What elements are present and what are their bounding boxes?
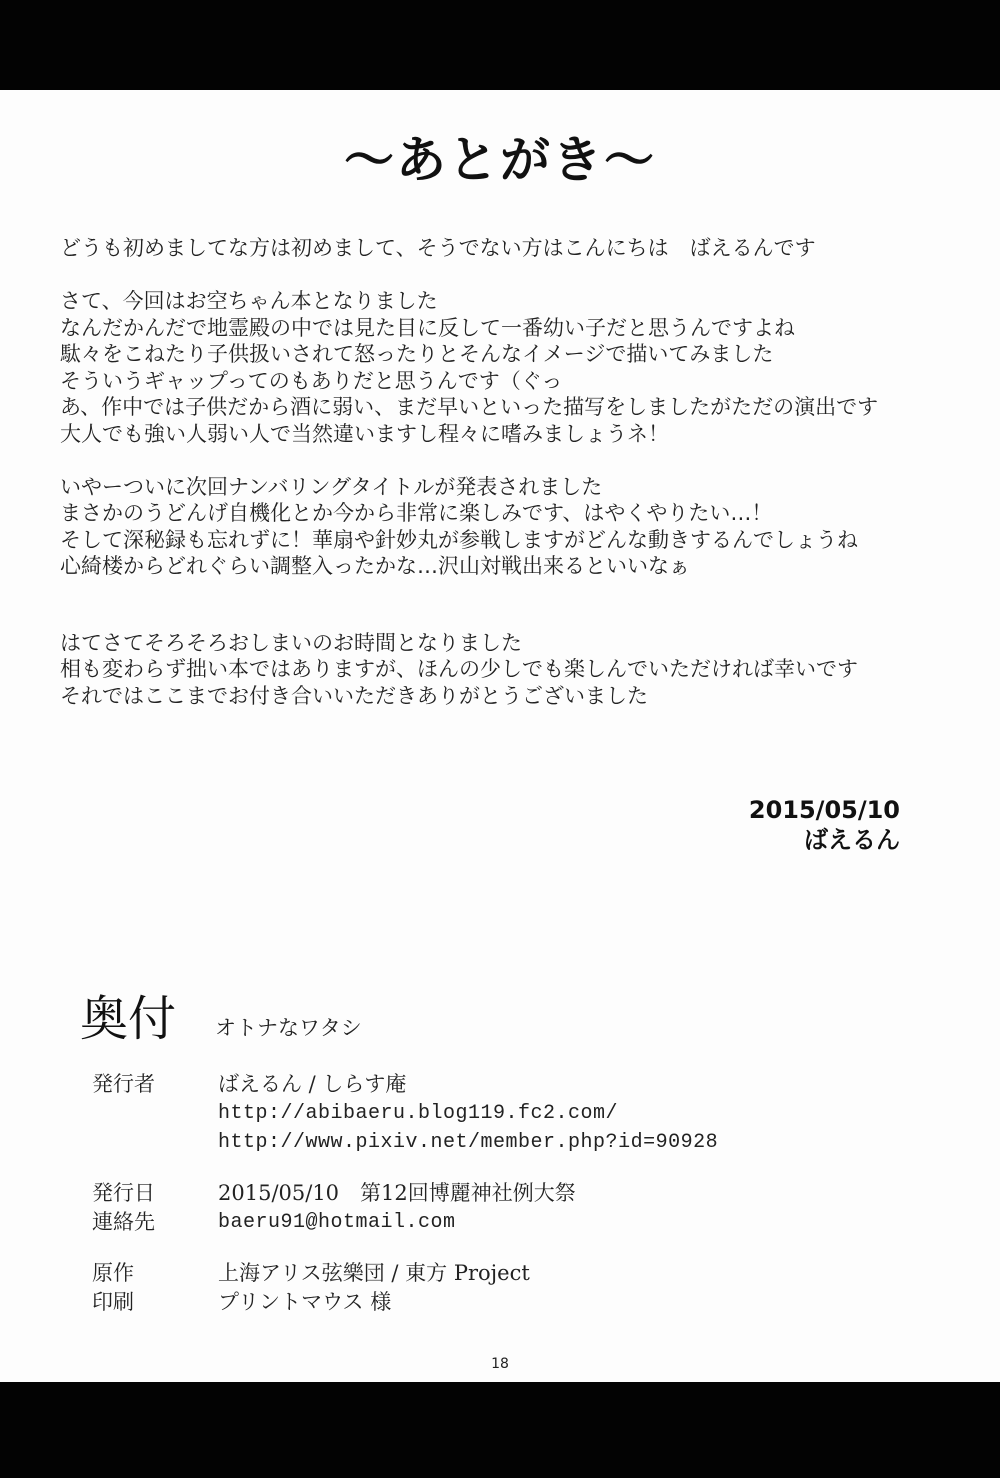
colophon-row-issue-date: [92, 1179, 892, 1208]
issue-date-label: 発行日: [92, 1181, 155, 1205]
afterword-line: まさかのうどんげ自機化とか今から非常に楽しみです、はやくやりたい…！: [60, 501, 773, 525]
bottom-black-border: [0, 1382, 1000, 1478]
blog-url: http://abibaeru.blog119.fc2.com/: [218, 1102, 619, 1125]
top-black-border: [0, 0, 1000, 90]
contact-email: baeru91@hotmail.com: [218, 1211, 456, 1234]
afterword-line: はてさてそろそろおしまいのお時間となりました: [60, 630, 522, 655]
afterword-signature: [749, 795, 900, 855]
signature-date: 2015/05/10: [748, 796, 900, 824]
printer-value: プリントマウス 様: [218, 1290, 392, 1314]
book-title: オトナなワタシ: [215, 1016, 362, 1040]
colophon-details: [92, 1070, 892, 1317]
original-value: 上海アリス弦樂団 / 東方 Project: [218, 1261, 530, 1285]
afterword-line: 大人でも強い人弱い人で当然違いますし程々に嗜みましょうネ！: [60, 421, 669, 446]
pixiv-url: http://www.pixiv.net/member.php?id=90928: [218, 1131, 719, 1154]
colophon-title: 奥付: [80, 991, 177, 1047]
afterword-line: 相も変わらず拙い本ではありますが、ほんの少しでも楽しんでいただければ幸いです: [60, 657, 858, 681]
book-page: [0, 90, 1000, 1382]
afterword-line: それではここまでお付き合いいただきありがとうございました: [60, 683, 648, 708]
afterword-line: 駄々をこねたり子供扱いされて怒ったりとそんなイメージで描いてみました: [60, 342, 774, 366]
afterword-line: 心綺楼からどれぐらい調整入ったかな…沢山対戦出来るといいなぁ: [60, 554, 690, 578]
afterword-line: なんだかんだで地霊殿の中では見た目に反して一番幼い子だと思うんですよね: [60, 315, 795, 340]
colophon-row-publisher: [92, 1070, 892, 1099]
colophon-row-printer: [92, 1288, 892, 1317]
afterword-line: あ、作中では子供だから酒に弱い、まだ早いといった描写をしましたがただの演出です: [60, 395, 879, 419]
page-number: 18: [491, 1356, 509, 1372]
afterword-title: ～あとがき～: [344, 131, 656, 189]
publisher-label: 発行者: [92, 1072, 155, 1096]
contact-label: 連絡先: [92, 1210, 155, 1234]
afterword-line: そして深秘録も忘れずに！華扇や針妙丸が参戦しますがどんな動きするんでしょうね: [60, 527, 858, 552]
original-label: 原作: [92, 1261, 134, 1285]
colophon-row-url-pixiv: [92, 1128, 892, 1157]
signature-name: ばえるん: [804, 826, 900, 854]
afterword-line: さて、今回はお空ちゃん本となりました: [60, 289, 438, 313]
colophon-row-original: [92, 1259, 892, 1288]
colophon-row-contact: [92, 1208, 892, 1237]
publisher-value: ばえるん / しらす庵: [218, 1072, 407, 1096]
printer-label: 印刷: [92, 1290, 134, 1314]
afterword-line: いやーついに次回ナンバリングタイトルが発表されました: [60, 474, 603, 499]
issue-date-value: 2015/05/10 第12回博麗神社例大祭: [218, 1181, 576, 1205]
afterword-body: [60, 235, 960, 709]
colophon-row-url-blog: [92, 1099, 892, 1128]
afterword-line: そういうギャップってのもありだと思うんです（ぐっ: [60, 368, 563, 393]
afterword-line: どうも初めましてな方は初めまして、そうでない方はこんにちは ばえるんです: [60, 236, 816, 260]
